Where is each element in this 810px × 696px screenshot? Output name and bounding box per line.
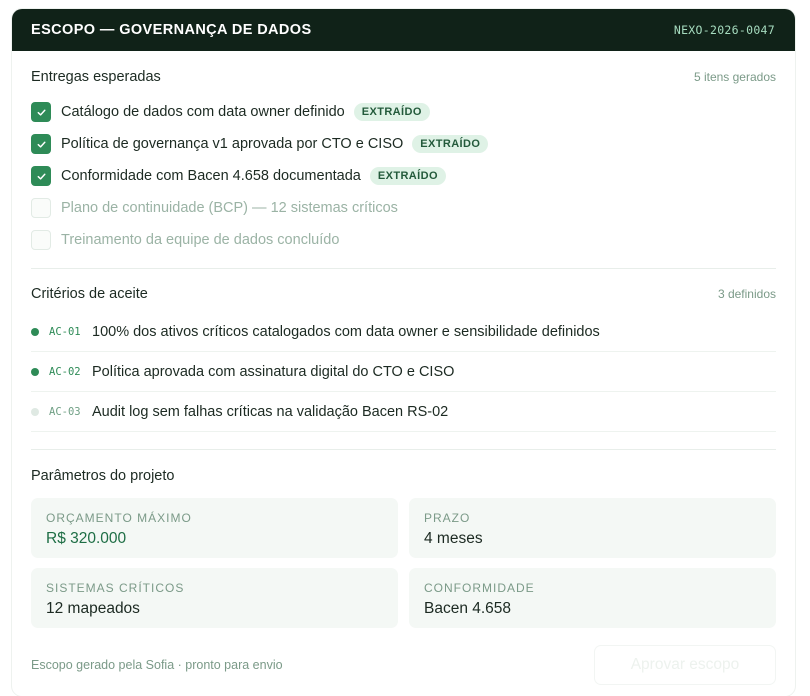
scope-code: NEXO-2026-0047 <box>673 23 775 37</box>
status-dot <box>31 328 39 336</box>
deliverable-label: Treinamento da equipe de dados concluído <box>61 232 340 248</box>
param-card <box>31 498 398 558</box>
criterion-item <box>31 392 776 432</box>
deliverable-label: Política de governança v1 aprovada por CTO e CISO <box>61 136 404 152</box>
criteria-title: Critérios de aceite <box>31 286 148 302</box>
scope-card <box>12 9 795 696</box>
approve-scope-button[interactable]: Aprovar escopo <box>594 645 776 685</box>
check-icon <box>36 171 47 182</box>
criteria-list <box>31 312 776 432</box>
deliverables-section <box>12 51 795 256</box>
param-label: CONFORMIDADE <box>424 581 535 595</box>
scope-footer <box>31 645 776 685</box>
param-value: R$ 320.000 <box>46 530 127 547</box>
check-icon <box>36 139 47 150</box>
criterion-text: Audit log sem falhas críticas na validação Bacen RS-02 <box>92 403 449 420</box>
extracted-badge: EXTRAÍDO <box>412 135 488 153</box>
deliverables-list <box>31 96 776 256</box>
criterion-code: AC-02 <box>49 365 81 378</box>
param-label: ORÇAMENTO MÁXIMO <box>46 511 192 525</box>
checkbox-unchecked[interactable] <box>31 198 51 218</box>
params-section <box>12 450 795 628</box>
criterion-code: AC-03 <box>49 405 81 418</box>
deliverables-title: Entregas esperadas <box>31 69 161 85</box>
footer-status: Escopo gerado pela Sofia · pronto para envio <box>31 658 283 672</box>
param-card <box>31 568 398 628</box>
deliverable-item <box>31 160 776 192</box>
param-label: PRAZO <box>424 511 471 525</box>
status-dot <box>31 368 39 376</box>
extracted-badge: EXTRAÍDO <box>370 167 446 185</box>
checkbox-unchecked[interactable] <box>31 230 51 250</box>
param-card <box>409 568 776 628</box>
deliverable-item <box>31 224 776 256</box>
param-label: SISTEMAS CRÍTICOS <box>46 581 185 595</box>
param-value: Bacen 4.658 <box>424 600 512 617</box>
deliverable-item <box>31 128 776 160</box>
param-value: 12 mapeados <box>46 600 140 617</box>
param-value: 4 meses <box>424 530 483 547</box>
criteria-section <box>12 269 795 432</box>
checkbox-checked[interactable] <box>31 134 51 154</box>
criterion-text: 100% dos ativos críticos catalogados com data owner e sensibilidade definidos <box>92 323 600 340</box>
params-title: Parâmetros do projeto <box>31 468 175 484</box>
status-dot <box>31 408 39 416</box>
criterion-code: AC-01 <box>49 325 81 338</box>
criterion-text: Política aprovada com assinatura digital do CTO e CISO <box>92 363 455 380</box>
params-grid <box>31 498 776 628</box>
param-card <box>409 498 776 558</box>
extracted-badge: EXTRAÍDO <box>354 103 430 121</box>
deliverables-count: 5 itens gerados <box>693 70 776 84</box>
check-icon <box>36 107 47 118</box>
deliverable-label: Plano de continuidade (BCP) — 12 sistemas críticos <box>61 200 398 216</box>
deliverable-label: Catálogo de dados com data owner definido <box>61 104 345 120</box>
scope-header <box>12 9 795 51</box>
scope-title: ESCOPO — GOVERNANÇA DE DADOS <box>31 22 312 38</box>
criterion-item <box>31 352 776 392</box>
deliverable-label: Conformidade com Bacen 4.658 documentada <box>61 168 361 184</box>
checkbox-checked[interactable] <box>31 166 51 186</box>
deliverable-item <box>31 192 776 224</box>
criterion-item <box>31 312 776 352</box>
checkbox-checked[interactable] <box>31 102 51 122</box>
deliverable-item <box>31 96 776 128</box>
criteria-count: 3 definidos <box>717 287 776 301</box>
